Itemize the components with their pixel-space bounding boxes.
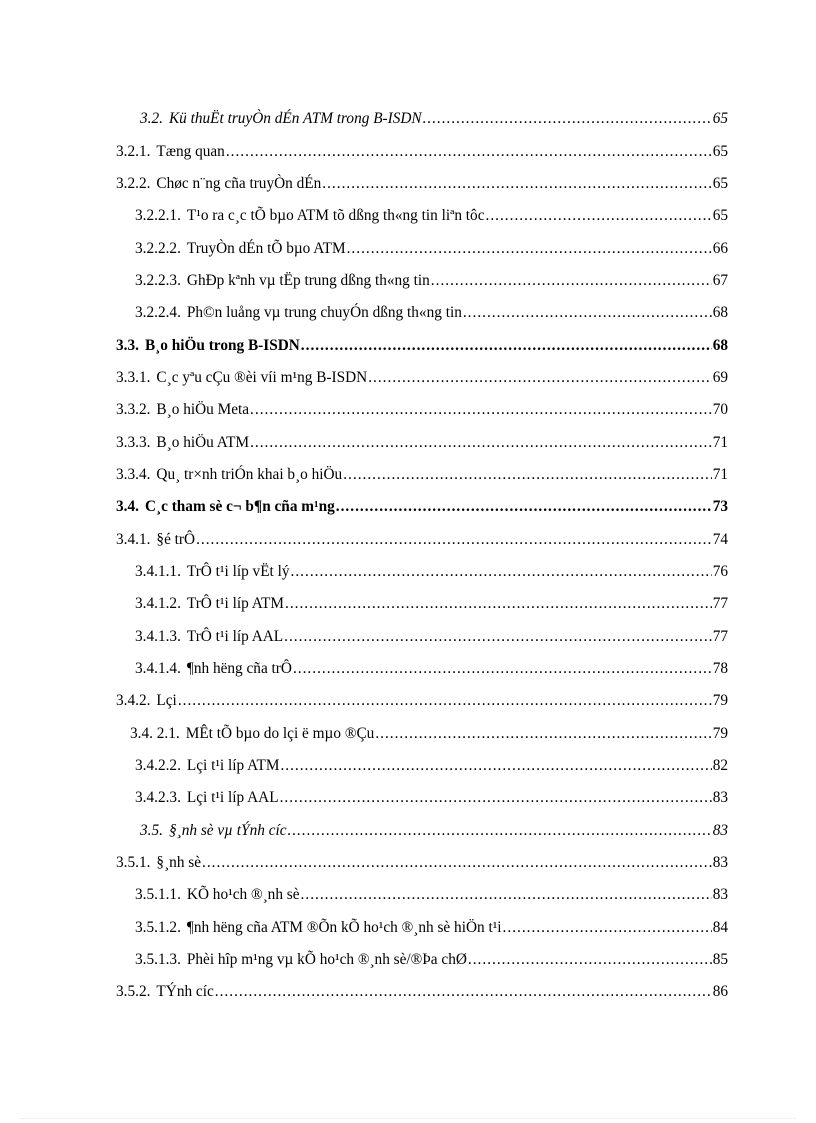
dot-leader (285, 594, 712, 614)
toc-title: Phèi hîp m¹ng vµ kÕ ho¹ch ®¸nh sè/®Þa chØ (186, 951, 467, 969)
toc-title: Kü thuËt truyÒn dÉn ATM trong B-ISDN (168, 110, 422, 128)
toc-entry-3-4-1-1[interactable] (0, 556, 816, 588)
toc-title: C¸c yªu cÇu ®èi víi m¹ng B-ISDN (156, 368, 368, 386)
toc-title: Chøc n¨ng cña truyÒn dÉn (156, 174, 322, 192)
toc-number: 3.5.1. (116, 854, 151, 872)
toc-entry-3-4-2-1[interactable] (0, 718, 816, 750)
toc-title: B¸o hiÖu Meta (156, 401, 250, 419)
toc-page-number: 65 (712, 207, 728, 225)
toc-title: C¸c tham sè c¬ b¶n cña m¹ng (144, 498, 335, 516)
dot-leader (343, 465, 711, 485)
toc-entry-3-3-4[interactable] (0, 459, 816, 491)
toc-number: 3.4.1. (116, 530, 151, 548)
toc-page-number: 77 (712, 627, 728, 645)
toc-number: 3.5.2. (116, 983, 151, 1001)
dot-leader (284, 627, 712, 647)
dot-leader (280, 756, 711, 776)
dot-leader (503, 918, 712, 938)
toc-page-number: 83 (712, 886, 728, 904)
toc-number: 3.2.2.3. (135, 271, 181, 289)
dot-leader (431, 271, 712, 291)
toc-page-number: 65 (712, 110, 728, 128)
toc-number: 3.5.1.1. (135, 886, 181, 904)
toc-page-number: 71 (712, 433, 728, 451)
toc-number: 3.4.2.3. (135, 789, 181, 807)
dot-leader (202, 853, 712, 873)
toc-number: 3.2.1. (116, 142, 151, 160)
toc-page-number: 65 (712, 142, 728, 160)
toc-entry-3-5-1-3[interactable] (0, 944, 816, 976)
toc-number: 3.4.2.2. (135, 757, 181, 775)
toc-title: Lçi (156, 692, 177, 710)
toc-entry-3-5-2[interactable] (0, 976, 816, 1008)
toc-page-number: 70 (712, 401, 728, 419)
toc-title: ¶nh hëng cña trÔ (186, 660, 292, 678)
toc-entry-3-2-1[interactable] (0, 135, 816, 167)
toc-number: 3.4. (116, 498, 139, 516)
toc-number: 3.2. (140, 110, 163, 128)
toc-title: MÊt tÕ bµo do lçi ë mµo ®Çu (185, 724, 375, 742)
toc-entry-3-4-1-4[interactable] (0, 653, 816, 685)
toc-title: Lçi t¹i líp AAL (186, 789, 279, 807)
toc-title: GhÐp kªnh vµ tËp trung dßng th«ng tin (186, 271, 430, 289)
toc-number: 3.3.4. (116, 465, 151, 483)
toc-title: Lçi t¹i líp ATM (186, 757, 280, 775)
toc-number: 3.3. (116, 336, 139, 354)
toc-page-number: 68 (712, 336, 728, 354)
toc-number: 3.3.2. (116, 401, 151, 419)
toc-number: 3.4.1.3. (135, 627, 181, 645)
toc-title: §é trÔ (156, 530, 196, 548)
toc-entry-3-5-1-1[interactable] (0, 879, 816, 911)
toc-number: 3.4.1.4. (135, 660, 181, 678)
toc-entry-3-2-2-2[interactable] (0, 232, 816, 264)
toc-title: §¸nh sè vµ tÝnh cíc (168, 821, 287, 839)
toc-number: 3.3.3. (116, 433, 151, 451)
toc-entry-3-5[interactable] (0, 815, 816, 847)
toc-entry-3-3-2[interactable] (0, 394, 816, 426)
toc-page-number: 83 (712, 821, 728, 839)
toc-title: §¸nh sè (156, 854, 202, 872)
toc-entry-3-4-2-2[interactable] (0, 750, 816, 782)
toc-number: 3.4.1.1. (135, 562, 181, 580)
dot-leader (463, 303, 712, 323)
page-bottom-rule (20, 1118, 796, 1119)
toc-page-number: 86 (712, 983, 728, 1001)
toc-entry-3-2-2-4[interactable] (0, 297, 816, 329)
toc-title: KÕ ho¹ch ®¸nh sè (186, 886, 300, 904)
toc-title: B¸o hiÖu trong B-ISDN (144, 336, 300, 354)
toc-page-number: 65 (712, 174, 728, 192)
dot-leader (280, 788, 712, 808)
toc-title: TrÔ t¹i líp vËt lý (186, 562, 290, 580)
dot-leader (301, 336, 712, 356)
dot-leader (468, 950, 712, 970)
toc-number: 3.4.2. (116, 692, 151, 710)
toc-title: Ph©n luång vµ trung chuyÓn dßng th«ng tin (186, 304, 462, 322)
toc-number: 3.4. 2.1. (130, 724, 180, 742)
toc-entry-3-4-1[interactable] (0, 523, 816, 555)
toc-page-number: 69 (712, 368, 728, 386)
dot-leader (291, 562, 712, 582)
toc-entry-3-4-2[interactable] (0, 685, 816, 717)
dot-leader (336, 497, 712, 517)
toc-number: 3.3.1. (116, 368, 151, 386)
table-of-contents (0, 103, 816, 1009)
toc-entry-3-3[interactable] (0, 329, 816, 361)
dot-leader (250, 400, 712, 420)
toc-number: 3.2.2.1. (135, 207, 181, 225)
toc-page-number: 68 (712, 304, 728, 322)
toc-entry-3-2-2-3[interactable] (0, 265, 816, 297)
dot-leader (322, 174, 711, 194)
dot-leader (178, 691, 712, 711)
toc-title: ¶nh hëng cña ATM ®Õn kÕ ho¹ch ®¸nh sè hiÖn t¹i (186, 918, 502, 936)
dot-leader (196, 530, 712, 550)
toc-entry-3-3-3[interactable] (0, 426, 816, 458)
toc-entry-3-4-2-3[interactable] (0, 782, 816, 814)
toc-title: Qu¸ tr×nh triÓn khai b¸o hiÖu (156, 465, 343, 483)
toc-entry-3-4[interactable] (0, 491, 816, 523)
dot-leader (215, 982, 712, 1002)
toc-page-number: 71 (712, 465, 728, 483)
toc-entry-3-2-2-1[interactable] (0, 200, 816, 232)
toc-page-number: 67 (712, 271, 728, 289)
toc-entry-3-2[interactable] (0, 103, 816, 135)
dot-leader (250, 433, 712, 453)
toc-page-number: 85 (712, 951, 728, 969)
toc-title: B¸o hiÖu ATM (156, 433, 250, 451)
toc-number: 3.2.2. (116, 174, 151, 192)
dot-leader (226, 142, 712, 162)
dot-leader (368, 368, 712, 388)
toc-entry-3-4-1-2[interactable] (0, 588, 816, 620)
toc-entry-3-5-1[interactable] (0, 847, 816, 879)
toc-entry-3-2-2[interactable] (0, 168, 816, 200)
toc-title: Tæng quan (156, 142, 225, 160)
toc-number: 3.5.1.3. (135, 951, 181, 969)
dot-leader (301, 885, 712, 905)
toc-number: 3.2.2.2. (135, 239, 181, 257)
toc-page-number: 82 (712, 757, 728, 775)
toc-page-number: 83 (712, 789, 728, 807)
toc-page-number: 73 (712, 498, 728, 516)
toc-title: TrÔ t¹i líp ATM (186, 595, 284, 613)
toc-number: 3.2.2.4. (135, 304, 181, 322)
toc-title: TruyÒn dÉn tÕ bµo ATM (186, 239, 346, 257)
dot-leader (288, 821, 712, 841)
dot-leader (423, 109, 712, 129)
toc-page-number: 79 (712, 692, 728, 710)
dot-leader (347, 239, 712, 259)
toc-entry-3-5-1-2[interactable] (0, 912, 816, 944)
toc-page-number: 83 (712, 854, 728, 872)
toc-page-number: 79 (712, 724, 728, 742)
toc-title: TrÔ t¹i líp AAL (186, 627, 284, 645)
toc-number: 3.5.1.2. (135, 918, 181, 936)
toc-page-number: 84 (712, 918, 728, 936)
toc-page-number: 74 (712, 530, 728, 548)
toc-number: 3.5. (140, 821, 163, 839)
toc-page-number: 78 (712, 660, 728, 678)
dot-leader (375, 724, 711, 744)
toc-entry-3-3-1[interactable] (0, 362, 816, 394)
toc-title: TÝnh cíc (156, 983, 214, 1001)
dot-leader (486, 206, 712, 226)
toc-page-number: 66 (712, 239, 728, 257)
toc-entry-3-4-1-3[interactable] (0, 621, 816, 653)
toc-page-number: 76 (712, 562, 728, 580)
toc-number: 3.4.1.2. (135, 595, 181, 613)
toc-title: T¹o ra c¸c tÕ bµo ATM tõ dßng th«ng tin liªn tôc (186, 207, 485, 225)
toc-page-number: 77 (712, 595, 728, 613)
dot-leader (293, 659, 712, 679)
